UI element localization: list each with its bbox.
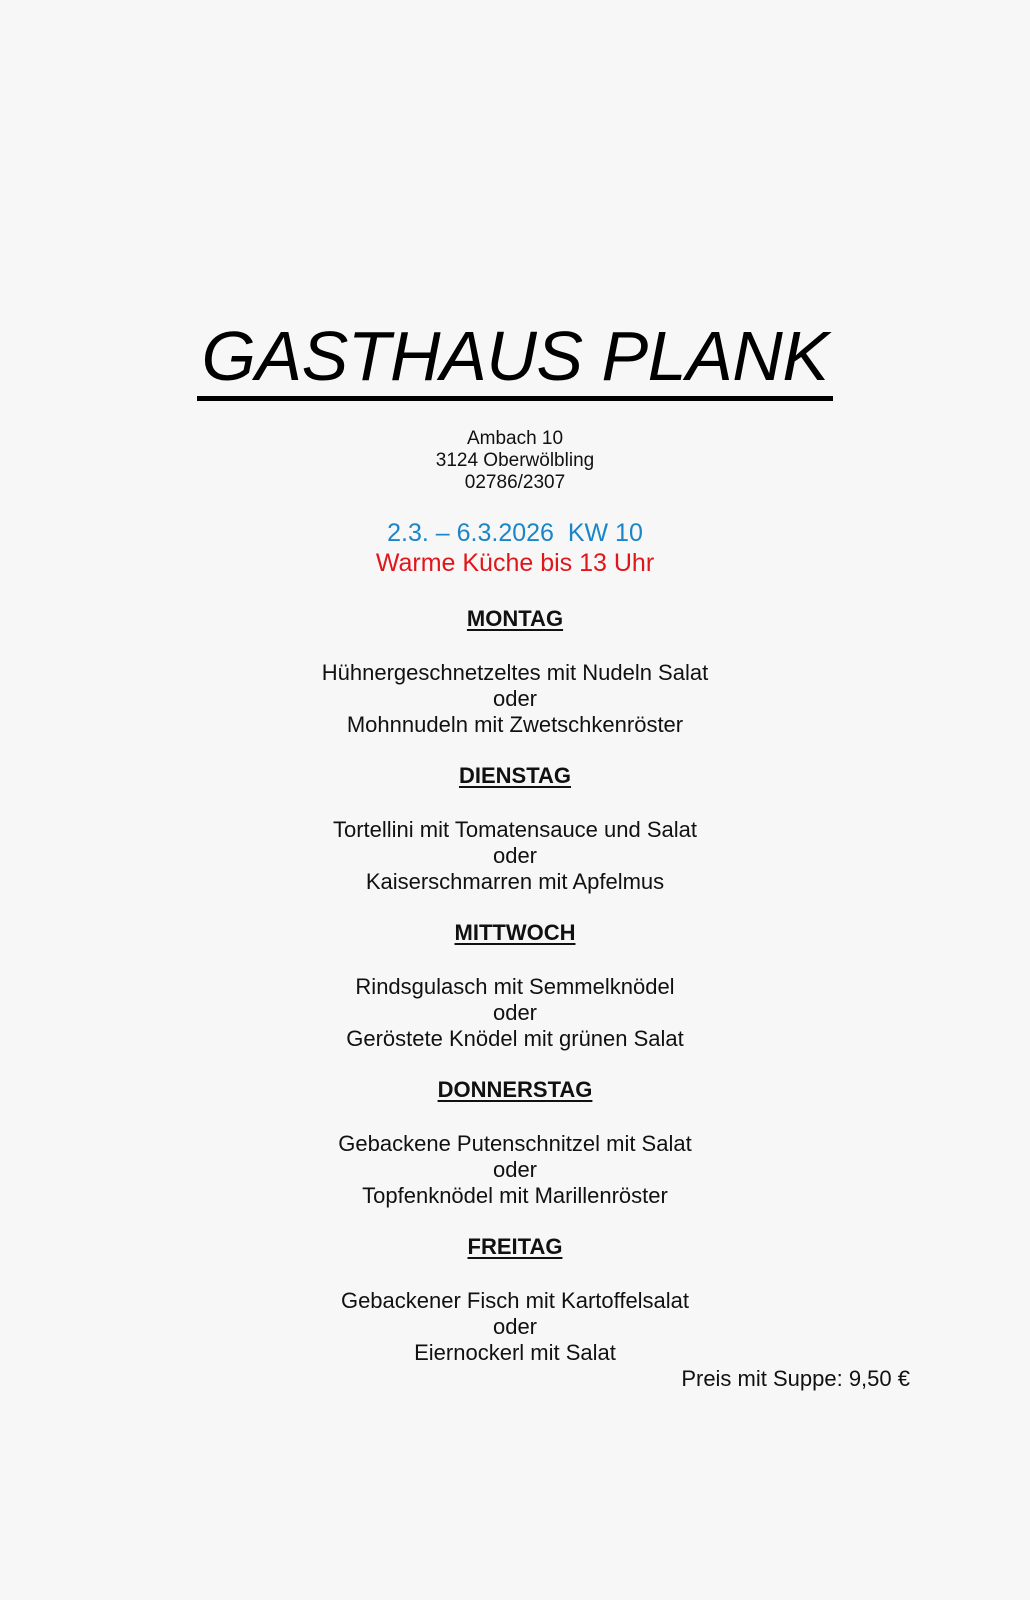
week-dates: 2.3. – 6.3.2026 KW 10 <box>387 519 643 547</box>
day-label-donnerstag: DONNERSTAG <box>437 1077 593 1102</box>
phone-number: 02786/2307 <box>464 472 566 493</box>
dish-dienstag-2: Kaiserschmarren mit Apfelmus <box>365 869 665 894</box>
dish-mittwoch-2: Geröstete Knödel mit grünen Salat <box>346 1026 684 1051</box>
dish-donnerstag-2: Topfenknödel mit Marillenröster <box>362 1183 668 1208</box>
day-label-freitag: FREITAG <box>467 1234 563 1259</box>
separator-freitag: oder <box>492 1314 538 1339</box>
separator-dienstag: oder <box>492 843 538 868</box>
kitchen-hours: Warme Küche bis 13 Uhr <box>375 549 655 577</box>
dish-dienstag-1: Tortellini mit Tomatensauce und Salat <box>332 817 697 842</box>
address-block <box>0 428 1030 494</box>
dish-freitag-1: Gebackener Fisch mit Kartoffelsalat <box>340 1288 690 1313</box>
separator-donnerstag: oder <box>492 1157 538 1182</box>
title-container <box>0 316 1030 401</box>
separator-montag: oder <box>492 686 538 711</box>
address-street: Ambach 10 <box>466 428 564 449</box>
dish-donnerstag-1: Gebackene Putenschnitzel mit Salat <box>338 1131 692 1156</box>
dish-freitag-2: Eiernockerl mit Salat <box>414 1340 616 1365</box>
address-city: 3124 Oberwölbling <box>435 450 595 471</box>
restaurant-title: GASTHAUS PLANK <box>197 316 832 401</box>
dish-montag-1: Hühnergeschnetzeltes mit Nudeln Salat <box>321 660 709 685</box>
day-label-mittwoch: MITTWOCH <box>454 920 576 945</box>
separator-mittwoch: oder <box>492 1000 538 1025</box>
day-label-montag: MONTAG <box>466 606 564 631</box>
price-note: Preis mit Suppe: 9,50 € <box>681 1366 910 1391</box>
dish-montag-2: Mohnnudeln mit Zwetschkenröster <box>346 712 684 737</box>
dish-mittwoch-1: Rindsgulasch mit Semmelknödel <box>355 974 675 999</box>
day-label-dienstag: DIENSTAG <box>458 763 572 788</box>
